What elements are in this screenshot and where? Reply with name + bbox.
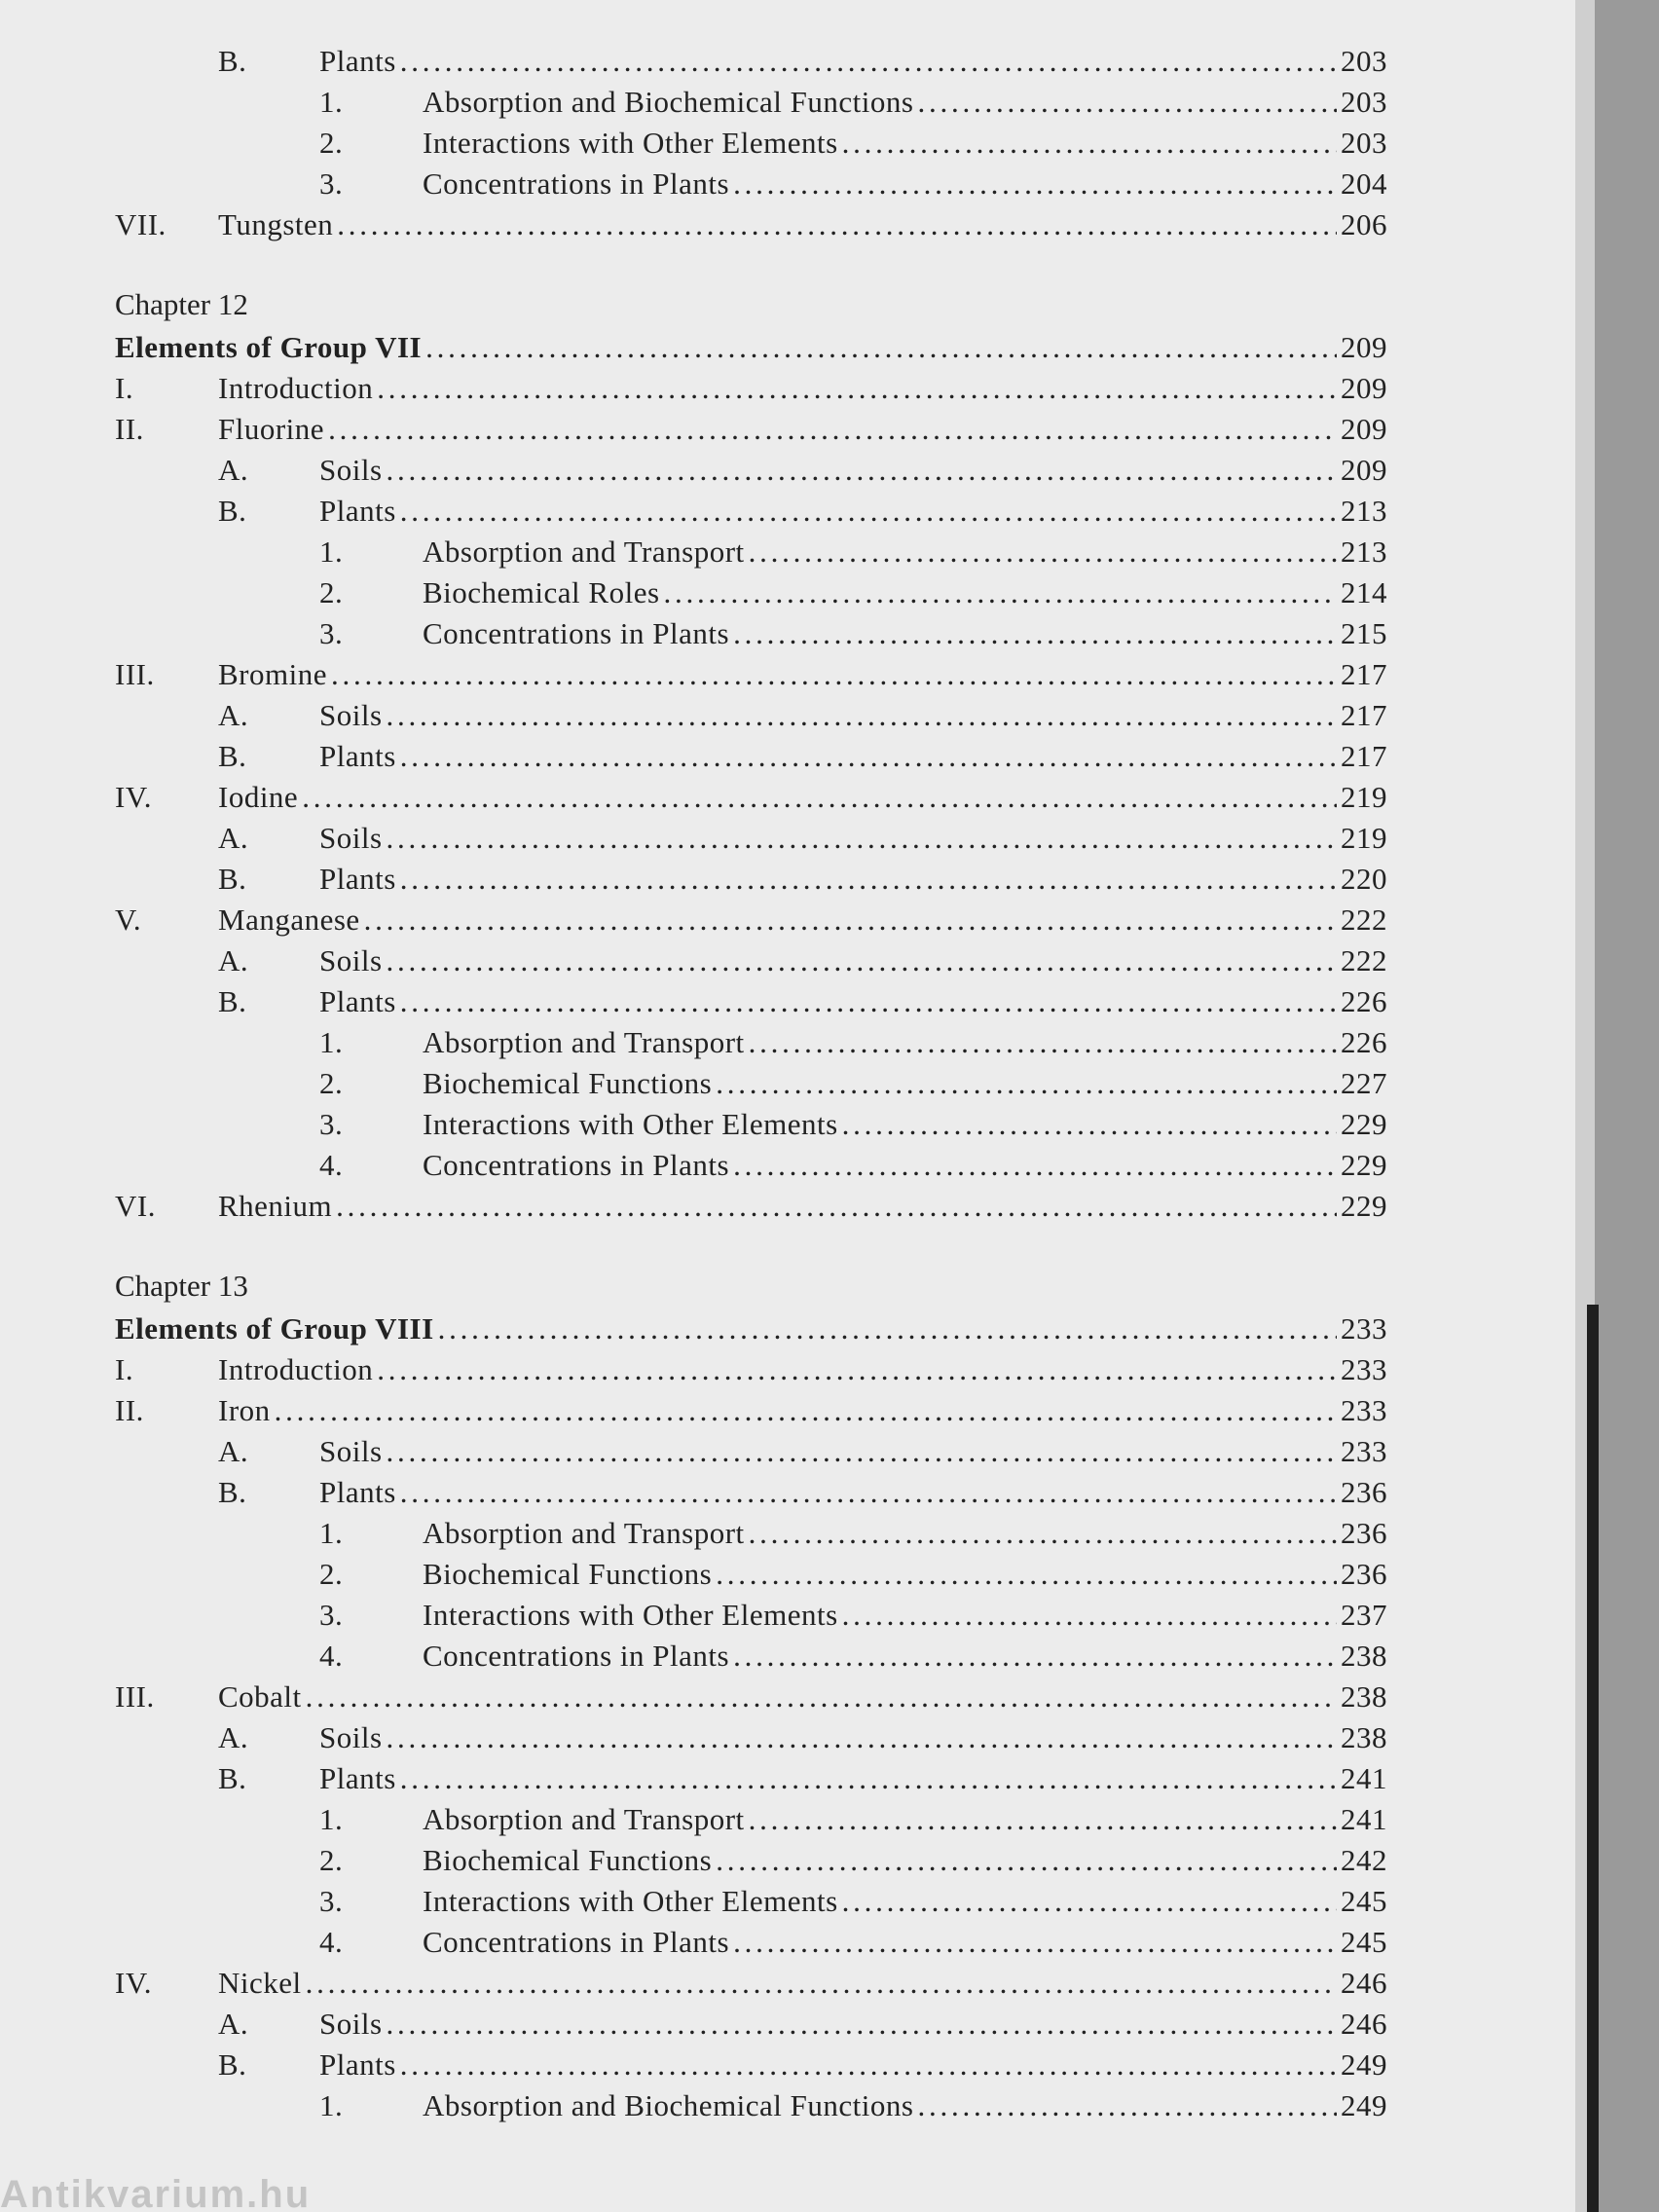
page-number: 236 [1341,1475,1387,1509]
toc-entry[interactable] [115,1388,1387,1429]
dot-leader [917,84,1337,121]
page-number: 236 [1341,1516,1387,1550]
watermark: Antikvarium.hu [0,2173,312,2212]
page-number: 233 [1341,1393,1387,1427]
dot-leader [400,983,1337,1020]
page-number: 242 [1341,1843,1387,1877]
page-number: 238 [1341,1720,1387,1754]
entry-title: Interactions with Other Elements [423,1884,838,1918]
entry-title: Nickel [218,1966,302,2000]
entry-number: II. [115,1393,144,1427]
toc-entry[interactable] [115,1102,1387,1143]
chapter-label: Chapter 12 [115,287,248,321]
entry-number: 1. [319,85,344,119]
entry-number: B. [218,2047,247,2082]
toc-entry[interactable] [115,1061,1387,1102]
toc-entry[interactable] [115,1020,1387,1061]
toc-entry[interactable] [115,693,1387,734]
entry-title: Interactions with Other Elements [423,126,838,160]
chapter-title-row[interactable] [115,325,1387,366]
dot-leader [377,370,1337,407]
entry-number: A. [218,821,249,855]
toc-entry[interactable] [115,939,1387,979]
page-number: 241 [1341,1802,1387,1836]
toc-entry[interactable] [115,203,1387,243]
page-number: 249 [1341,2047,1387,2082]
toc-entry[interactable] [115,979,1387,1020]
dot-leader [749,1024,1337,1061]
entry-number: B. [218,862,247,896]
entry-number: A. [218,1434,249,1468]
dot-leader [387,820,1337,857]
spine-dark-strip [1587,1305,1599,2212]
toc-entry[interactable] [115,571,1387,611]
dot-leader [733,1924,1337,1961]
dot-leader [716,1842,1337,1879]
entry-title: Soils [319,943,383,977]
page-number: 214 [1341,575,1387,609]
entry-number: 1. [319,1025,344,1059]
entry-number: 2. [319,1557,344,1591]
entry-number: B. [218,44,247,78]
toc-entry[interactable] [115,1511,1387,1552]
toc-entry[interactable] [115,1920,1387,1961]
toc-entry[interactable] [115,407,1387,448]
entry-number: V. [115,903,142,937]
entry-number: B. [218,739,247,773]
entry-title: Plants [319,862,396,896]
entry-title: Plants [319,44,396,78]
entry-title: Plants [319,739,396,773]
entry-title: Biochemical Functions [423,1066,713,1100]
entry-title: Absorption and Transport [423,1516,745,1550]
page-number: 217 [1341,739,1387,773]
page-number: 222 [1341,903,1387,937]
dot-leader [749,1515,1337,1552]
dot-leader [400,493,1337,530]
entry-number: 1. [319,2088,344,2122]
toc-entry[interactable] [115,1961,1387,2002]
dot-leader [400,1760,1337,1797]
toc-entry[interactable] [115,1429,1387,1470]
toc-entry[interactable] [115,1143,1387,1184]
toc-entry[interactable] [115,898,1387,939]
entry-number: VII. [115,207,166,241]
dot-leader [842,125,1337,162]
entry-number: B. [218,1761,247,1795]
toc-entry[interactable] [115,1470,1387,1511]
entry-number: 3. [319,616,344,650]
entry-title: Absorption and Biochemical Functions [423,85,914,119]
page-number: 209 [1341,330,1387,364]
dot-leader [387,1719,1337,1756]
table-of-contents [115,39,1387,2124]
page-number: 219 [1341,780,1387,814]
page-number: 215 [1341,616,1387,650]
toc-entry[interactable] [115,1675,1387,1715]
page-number: 222 [1341,943,1387,977]
page-number: 245 [1341,1884,1387,1918]
toc-entry[interactable] [115,80,1387,121]
entry-number: III. [115,1679,155,1714]
dot-leader [387,452,1337,489]
toc-entry[interactable] [115,121,1387,162]
entry-number: III. [115,657,155,691]
entry-number: A. [218,1720,249,1754]
entry-title: Concentrations in Plants [423,1639,730,1673]
page-number: 213 [1341,494,1387,528]
entry-number: I. [115,371,134,405]
dot-leader [387,697,1337,734]
page-number: 238 [1341,1679,1387,1714]
entry-number: 1. [319,535,344,569]
entry-number: 3. [319,1107,344,1141]
toc-entry[interactable] [115,1184,1387,1225]
dot-leader [749,1801,1337,1838]
entry-title: Absorption and Biochemical Functions [423,2088,914,2122]
page-number: 213 [1341,535,1387,569]
toc-entry[interactable] [115,1838,1387,1879]
toc-entry[interactable] [115,1552,1387,1593]
book-spine [1595,0,1659,2212]
entry-title: Tungsten [218,207,334,241]
dot-leader [438,1310,1337,1347]
dot-leader [302,779,1337,816]
entry-number: 4. [319,1925,344,1959]
toc-entry[interactable] [115,2002,1387,2043]
toc-entry[interactable] [115,39,1387,80]
entry-title: Fluorine [218,412,325,446]
entry-title: Biochemical Functions [423,1557,713,1591]
dot-leader [400,738,1337,775]
entry-title: Cobalt [218,1679,302,1714]
dot-leader [387,1433,1337,1470]
entry-number: IV. [115,1966,152,2000]
entry-title: Biochemical Roles [423,575,660,609]
page-number: 227 [1341,1066,1387,1100]
toc-entry[interactable] [115,1797,1387,1838]
page-number: 233 [1341,1311,1387,1346]
dot-leader [733,615,1337,652]
entry-title: Soils [319,1720,383,1754]
entry-title: Introduction [218,371,374,405]
dot-leader [387,2006,1337,2043]
page-number: 206 [1341,207,1387,241]
page-number: 220 [1341,862,1387,896]
entry-title: Absorption and Transport [423,1802,745,1836]
toc-entry[interactable] [115,2043,1387,2083]
entry-number: 3. [319,1884,344,1918]
entry-title: Iodine [218,780,299,814]
dot-leader [664,574,1337,611]
entry-number: A. [218,698,249,732]
page-number: 233 [1341,1434,1387,1468]
page-number: 219 [1341,821,1387,855]
entry-title: Absorption and Transport [423,1025,745,1059]
toc-entry[interactable] [115,2083,1387,2124]
entry-number: 1. [319,1516,344,1550]
page-number: 237 [1341,1598,1387,1632]
page-number: 236 [1341,1557,1387,1591]
toc-entry[interactable] [115,366,1387,407]
dot-leader [306,1678,1337,1715]
page-number: 203 [1341,44,1387,78]
dot-leader [337,206,1337,243]
entry-title: Soils [319,453,383,487]
entry-title: Biochemical Functions [423,1843,713,1877]
entry-title: Concentrations in Plants [423,166,730,201]
chapter-title-row[interactable] [115,1307,1387,1347]
dot-leader [716,1065,1337,1102]
toc-entry[interactable] [115,775,1387,816]
entry-number: B. [218,494,247,528]
entry-title: Soils [319,698,383,732]
dot-leader [733,166,1337,203]
page-number: 238 [1341,1639,1387,1673]
page-number: 226 [1341,1025,1387,1059]
dot-leader [336,1188,1337,1225]
page-number: 241 [1341,1761,1387,1795]
entry-title: Soils [319,821,383,855]
dot-leader [377,1351,1337,1388]
entry-number: A. [218,453,249,487]
entry-title: Iron [218,1393,271,1427]
dot-leader [400,2046,1337,2083]
page-number: 229 [1341,1148,1387,1182]
page-number: 209 [1341,412,1387,446]
dot-leader [842,1106,1337,1143]
page-number: 246 [1341,1966,1387,2000]
entry-number: IV. [115,780,152,814]
page-number: 233 [1341,1352,1387,1386]
toc-entry[interactable] [115,816,1387,857]
entry-number: A. [218,2007,249,2041]
page-number: 245 [1341,1925,1387,1959]
entry-title: Manganese [218,903,360,937]
page-number: 209 [1341,453,1387,487]
page-number: 229 [1341,1189,1387,1223]
dot-leader [733,1638,1337,1675]
toc-entry[interactable] [115,734,1387,775]
page-number: 204 [1341,166,1387,201]
dot-leader [400,1474,1337,1511]
page-number: 229 [1341,1107,1387,1141]
entry-title: Concentrations in Plants [423,1148,730,1182]
entry-title: Soils [319,2007,383,2041]
entry-number: 4. [319,1148,344,1182]
dot-leader [306,1965,1337,2002]
page-number: 217 [1341,657,1387,691]
entry-title: Plants [319,2047,396,2082]
entry-title: Bromine [218,657,327,691]
toc-entry[interactable] [115,1593,1387,1634]
chapter-label: Chapter 13 [115,1269,248,1303]
toc-entry[interactable] [115,857,1387,898]
toc-entry[interactable] [115,1634,1387,1675]
page-number: 209 [1341,371,1387,405]
entry-title: Plants [319,1761,396,1795]
toc-entry[interactable] [115,1756,1387,1797]
dot-leader [400,43,1337,80]
entry-title: Introduction [218,1352,374,1386]
entry-title: Plants [319,1475,396,1509]
dot-leader [275,1392,1337,1429]
entry-title: Rhenium [218,1189,333,1223]
dot-leader [917,2087,1337,2124]
chapter-title: Elements of Group VIII [115,1311,434,1346]
chapter-title: Elements of Group VII [115,330,423,364]
toc-entry[interactable] [115,489,1387,530]
dot-leader [331,656,1337,693]
toc-entry[interactable] [115,530,1387,571]
entry-title: Soils [319,1434,383,1468]
dot-leader [716,1556,1337,1593]
entry-number: 4. [319,1639,344,1673]
dot-leader [842,1597,1337,1634]
toc-entry[interactable] [115,1347,1387,1388]
entry-title: Interactions with Other Elements [423,1107,838,1141]
entry-number: B. [218,1475,247,1509]
entry-number: II. [115,412,144,446]
entry-title: Plants [319,984,396,1018]
page-number: 226 [1341,984,1387,1018]
toc-entry[interactable] [115,448,1387,489]
entry-title: Interactions with Other Elements [423,1598,838,1632]
page-number: 203 [1341,85,1387,119]
toc-entry[interactable] [115,1715,1387,1756]
entry-number: A. [218,943,249,977]
dot-leader [400,861,1337,898]
toc-entry[interactable] [115,611,1387,652]
toc-entry[interactable] [115,652,1387,693]
page-number: 217 [1341,698,1387,732]
entry-title: Plants [319,494,396,528]
entry-title: Absorption and Transport [423,535,745,569]
toc-entry[interactable] [115,1879,1387,1920]
entry-number: 2. [319,1066,344,1100]
entry-number: VI. [115,1189,156,1223]
entry-number: B. [218,984,247,1018]
page-number: 249 [1341,2088,1387,2122]
page-number: 246 [1341,2007,1387,2041]
page-number: 203 [1341,126,1387,160]
entry-number: 2. [319,126,344,160]
entry-title: Concentrations in Plants [423,1925,730,1959]
toc-entry[interactable] [115,162,1387,203]
entry-number: 3. [319,1598,344,1632]
dot-leader [328,411,1337,448]
entry-number: 2. [319,1843,344,1877]
dot-leader [387,942,1337,979]
entry-number: 2. [319,575,344,609]
dot-leader [842,1883,1337,1920]
entry-title: Concentrations in Plants [423,616,730,650]
dot-leader [749,534,1337,571]
dot-leader [364,902,1337,939]
entry-number: 1. [319,1802,344,1836]
dot-leader [733,1147,1337,1184]
entry-number: I. [115,1352,134,1386]
dot-leader [425,329,1337,366]
entry-number: 3. [319,166,344,201]
